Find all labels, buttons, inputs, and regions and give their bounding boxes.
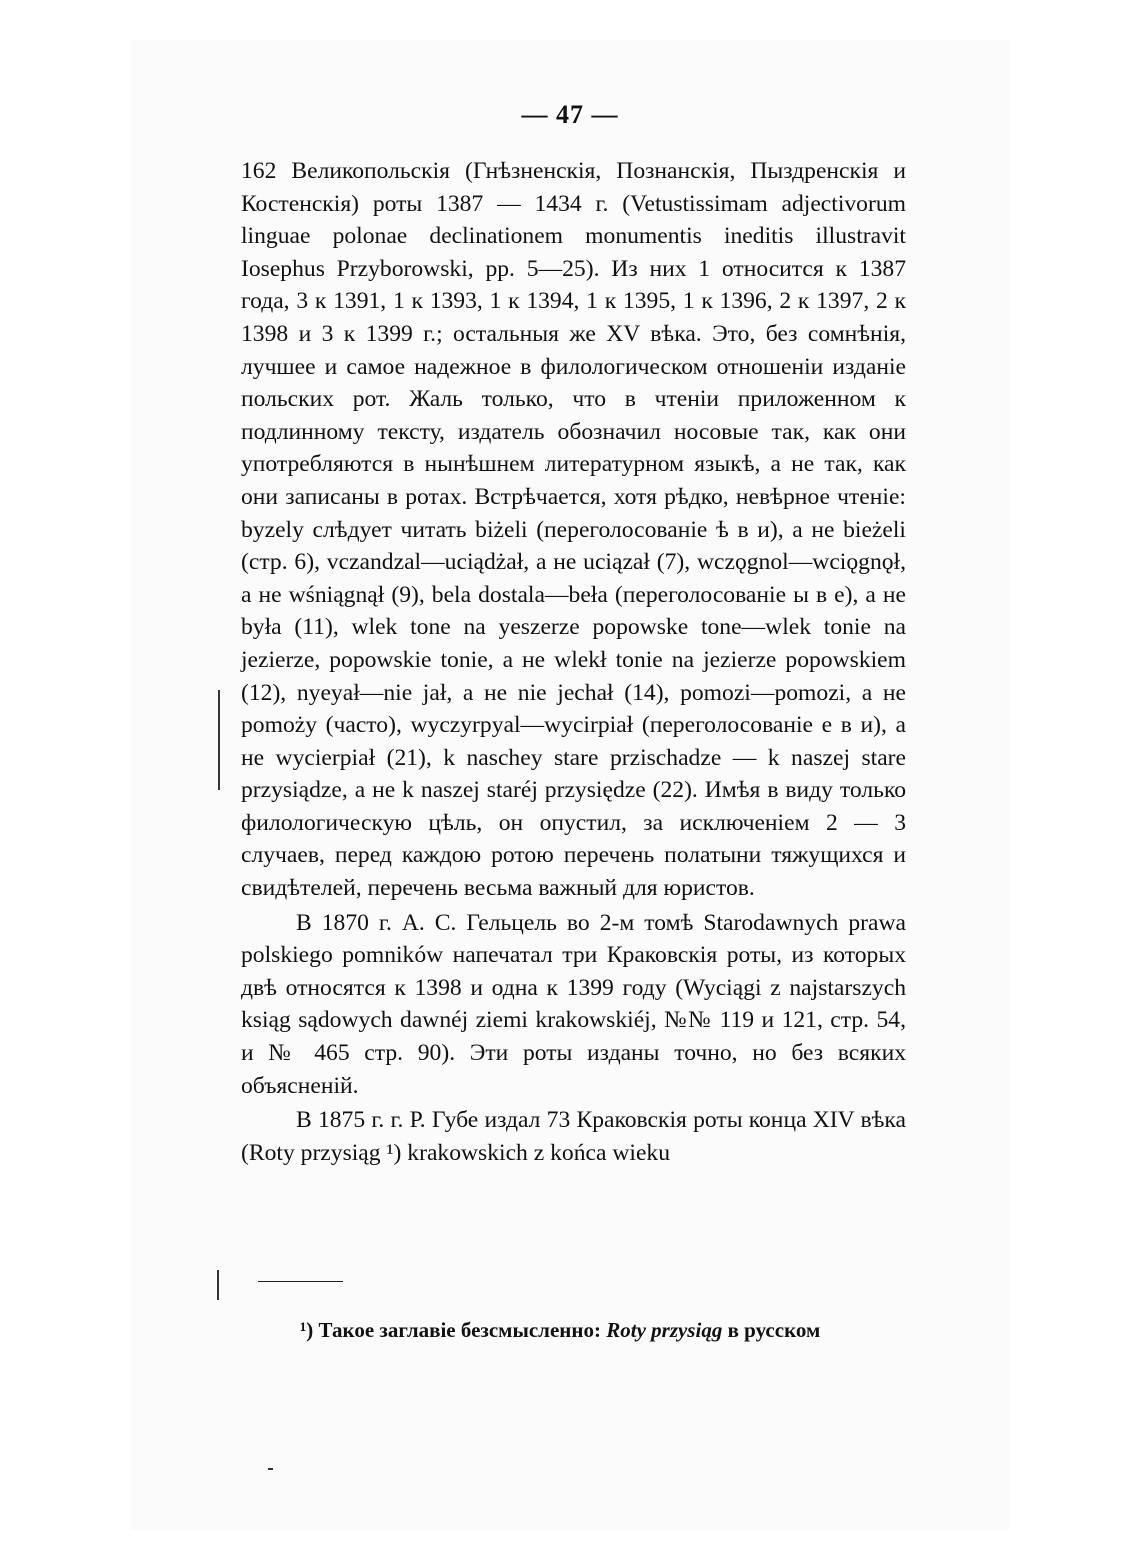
footnote-divider: [258, 1281, 343, 1282]
paragraph: В 1875 г. г. Р. Губе издал 73 Краковскія роты конца XIV вѣка (Roty przysiąg ¹) krakowskich z końca wieku: [241, 1107, 906, 1166]
footnote: [300, 1318, 940, 1343]
main-text: [241, 155, 906, 1169]
margin-mark: [217, 1270, 219, 1300]
footnote-text: Такое заглавіе безсмысленно:: [318, 1318, 601, 1342]
page-number: — 47 —: [521, 100, 619, 129]
margin-mark: [268, 1468, 273, 1470]
paragraph: 162 Великопольскія (Гнѣзненскія, Познанскія, Пыздренскія и Костенскія) роты 1387 — 1434 г. (Vetustissimam adjectivorum linguae polonae declinationem monumentis ineditis illustravit Iosephus Przyborowski, pp. 5—25). Из них 1 относится к 1387 года, 3 к 1391, 1 к 1393, 1 к 1394, 1 к 1395, 1 к 1396, 2 к 1397, 2 к 1398 и 3 к 1399 г.; остальныя же XV вѣка. Это, без сомнѣнія, лучшее и самое надежное в филологическом отношеніи изданіе польских рот. Жаль только, что в чтеніи приложенном к подлинному тексту, издатель обозначил носовые так, как они употребляются в нынѣшнем литературном языкѣ, а не так, как они записаны в ротах. Встрѣчается, хотя рѣдко, невѣрное чтеніе: byzely слѣдует читать biżeli (переголосованіе ѣ в и), а не bieżeli (стр. 6), vczandzal—uciądżał, а не uciązał (7), wczǫgnol—wciǫgnǫł, а не wśniągnął (9), bela dostala—beła (переголосованіе ы в е), а не była (11), wlek tone na yeszerze popowske tone—wlek tonie na jezierze, popowskie tonie, а не wlekł tonie na jezierze popowskiem (12), nyeyał—nie jał, а не nie jechał (14), pomozi—pomozi, а не pomoży (часто), wyczyrpyal—wycirpiał (переголосованіе е в и), а не wycierpiał (21), k naschey stare przischadze — k naszej stare przysiądze, а не k naszej staréj przysiędze (22). Имѣя в виду только филологическую цѣль, он опустил, за исключеніем 2 — 3 случаев, перед каждою ротою перечень полатыни тяжущихся и свидѣтелей, перечень весьма важный для юристов.: [241, 158, 906, 902]
paragraph: В 1870 г. А. С. Гельцель во 2-м томѣ Starodawnych prawa polskiego pomników напечатал три Краковскія роты, из которых двѣ относятся к 1398 и одна к 1399 году (Wyciągi z najstarszych ksiąg sądowych dawnéj ziemi krakowskiéj, №№ 119 и 121, стр. 54, и № 465 стр. 90). Эти роты изданы точно, но без всяких объясненій.: [241, 909, 906, 1099]
margin-mark: [218, 690, 220, 790]
footnote-italic: Roty przysiąg: [606, 1318, 723, 1342]
footnote-marker: ¹): [300, 1318, 314, 1342]
footnote-text-end: в русском: [727, 1318, 821, 1342]
